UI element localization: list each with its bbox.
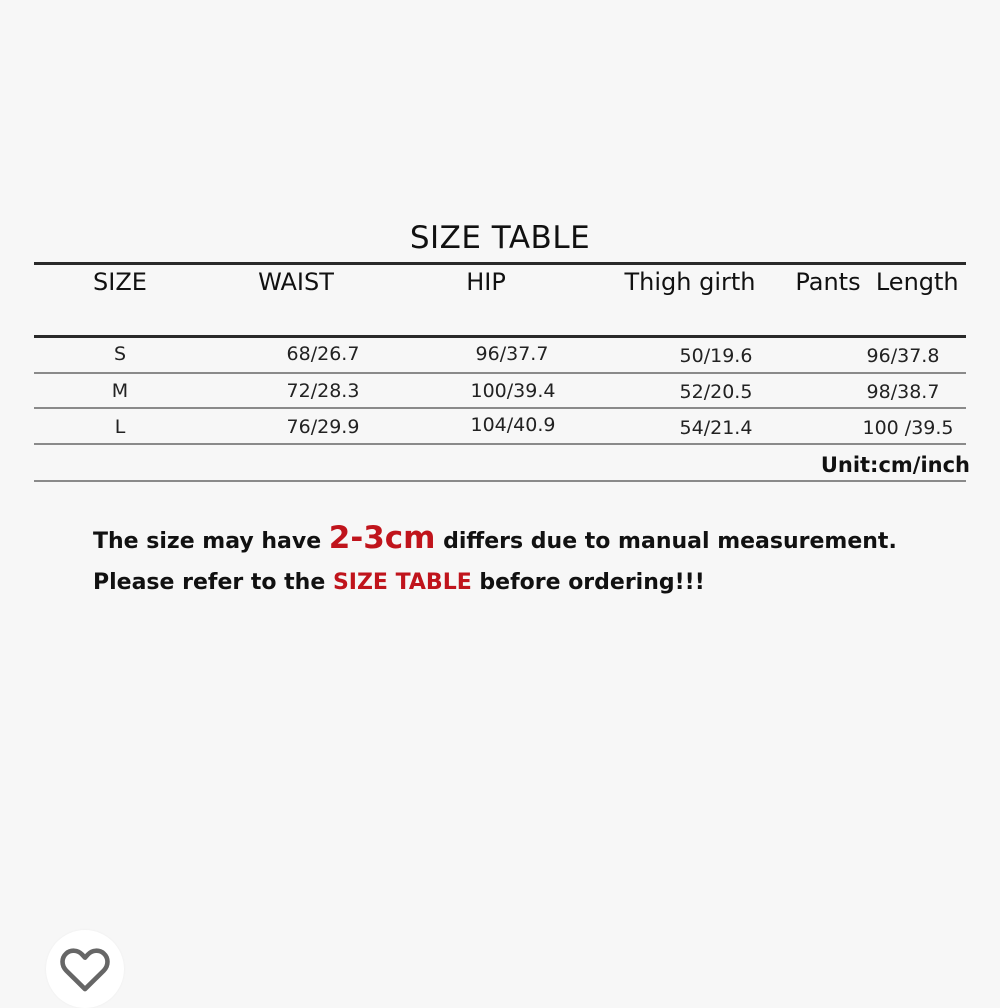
table-bottom-rule	[34, 480, 966, 482]
header-waist: WAIST	[258, 268, 334, 296]
table-top-rule	[34, 262, 966, 265]
cell-thigh-girth: 50/19.6	[679, 345, 753, 367]
cell-size: M	[111, 380, 129, 402]
cell-size: L	[114, 416, 126, 438]
cell-waist: 76/29.9	[286, 416, 360, 438]
row-divider	[34, 443, 966, 445]
table-title: SIZE TABLE	[409, 220, 591, 256]
measurement-note	[93, 520, 897, 556]
note-text: before ordering!!!	[471, 570, 705, 595]
note-text: The size may have	[93, 529, 329, 554]
header-pants-length: Pants Length	[795, 268, 959, 296]
ordering-note	[93, 570, 705, 595]
row-divider	[34, 407, 966, 409]
cell-thigh-girth: 52/20.5	[679, 381, 753, 403]
cell-pants-length: 100 /39.5	[862, 417, 954, 439]
note-text: Please refer to the	[93, 570, 333, 595]
cell-thigh-girth: 54/21.4	[679, 417, 753, 439]
header-bottom-rule	[34, 335, 966, 338]
favorite-button[interactable]	[46, 930, 124, 1008]
heart-icon	[56, 940, 114, 998]
unit-label: Unit:cm/inch	[820, 453, 970, 477]
cell-waist: 68/26.7	[286, 343, 360, 365]
header-hip: HIP	[466, 268, 506, 296]
header-thigh-girth: Thigh girth	[624, 268, 756, 296]
note-highlight: SIZE TABLE	[332, 570, 472, 595]
cell-pants-length: 96/37.8	[866, 345, 940, 367]
cell-hip: 100/39.4	[470, 380, 556, 402]
cell-pants-length: 98/38.7	[866, 381, 940, 403]
cell-hip: 104/40.9	[470, 414, 556, 436]
header-size: SIZE	[93, 268, 147, 296]
cell-waist: 72/28.3	[286, 380, 360, 402]
cell-size: S	[113, 343, 127, 365]
note-text: differs due to manual measurement.	[435, 529, 897, 554]
note-highlight: 2-3cm	[328, 520, 436, 556]
row-divider	[34, 372, 966, 374]
cell-hip: 96/37.7	[475, 343, 549, 365]
